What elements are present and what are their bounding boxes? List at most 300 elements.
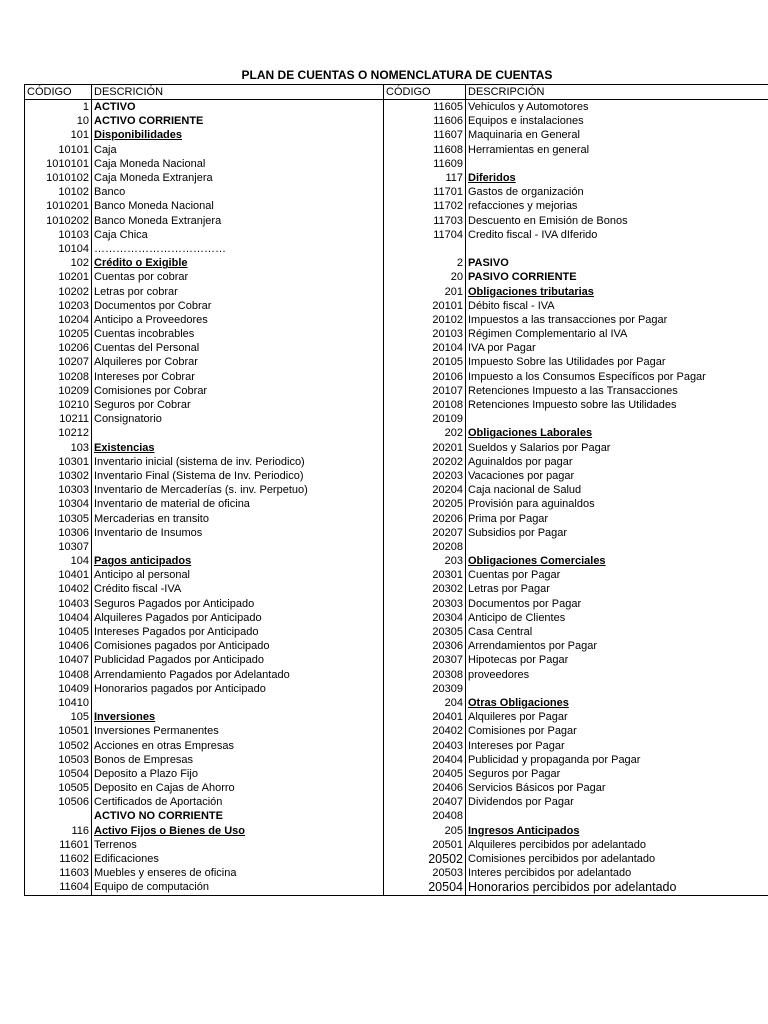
- table-row: [25, 199, 768, 213]
- account-code-left: 10406: [25, 639, 92, 653]
- table-row: [25, 696, 768, 710]
- account-description-text: ACTIVO CORRIENTE: [94, 115, 204, 128]
- account-code-right: 20306: [384, 639, 466, 653]
- account-description-text: Comisiones pagados por Anticipado: [94, 640, 270, 653]
- account-description-text: Credito fiscal - IVA dIferido: [468, 228, 598, 241]
- account-description-text: Seguros por Cobrar: [94, 399, 191, 412]
- account-description-text: Intereses por Cobrar: [94, 370, 195, 383]
- account-code-left: 1010202: [25, 214, 92, 228]
- account-description-right: [466, 767, 768, 781]
- account-code-left: 10402: [25, 582, 92, 596]
- table-row: [25, 455, 768, 469]
- account-code-left: 1010101: [25, 157, 92, 171]
- account-description-right: [466, 724, 768, 738]
- table-row: [25, 270, 768, 284]
- account-description-text: proveedores: [468, 668, 530, 681]
- account-description-left: [92, 653, 384, 667]
- account-code-left: 10506: [25, 795, 92, 809]
- table-row: [25, 114, 768, 128]
- table-row: [25, 809, 768, 823]
- account-description-left: [92, 214, 384, 228]
- account-code-left: 10205: [25, 327, 92, 341]
- account-code-left: 10307: [25, 540, 92, 554]
- account-description-text: Cuentas por Pagar: [468, 569, 561, 582]
- account-description-text: Letras por cobrar: [94, 285, 178, 298]
- account-description-left: [92, 341, 384, 355]
- table-row: [25, 242, 768, 256]
- account-description-text: PASIVO CORRIENTE: [468, 271, 577, 284]
- account-description-text: Intereses por Pagar: [468, 739, 565, 752]
- account-description-text: Débito fiscal - IVA: [468, 299, 555, 312]
- account-description-left: [92, 497, 384, 511]
- account-description-text: Hipotecas por Pagar: [468, 654, 569, 667]
- table-row: [25, 724, 768, 738]
- account-description-right: [466, 370, 768, 384]
- account-description-text: Bonos de Empresas: [94, 753, 194, 766]
- account-description-right: [466, 256, 768, 270]
- account-code-left: 10410: [25, 696, 92, 710]
- account-code-right: 205: [384, 824, 466, 838]
- account-description-text: ACTIVO: [94, 101, 136, 114]
- account-code-left: 10208: [25, 370, 92, 384]
- account-description-text: Edificaciones: [94, 853, 159, 866]
- table-row: [25, 313, 768, 327]
- account-description-text: Crédito o Exigible: [94, 257, 188, 270]
- account-code-left: 10303: [25, 483, 92, 497]
- account-code-right: 20101: [384, 299, 466, 313]
- account-description-text: Interes percibidos por adelantado: [468, 867, 632, 880]
- account-code-right: 11608: [384, 143, 466, 157]
- account-description-right: [466, 299, 768, 313]
- account-code-right: 11704: [384, 228, 466, 242]
- account-description-right: [466, 597, 768, 611]
- account-code-right: 202: [384, 426, 466, 440]
- account-code-right: 11606: [384, 114, 466, 128]
- account-description-right: [466, 100, 768, 115]
- account-code-left: 10209: [25, 384, 92, 398]
- account-description-text: Alquileres por Pagar: [468, 711, 568, 724]
- account-code-right: 20207: [384, 526, 466, 540]
- table-row: [25, 597, 768, 611]
- account-description-left: [92, 753, 384, 767]
- account-description-right: [466, 795, 768, 809]
- account-description-text: Ingresos Anticipados: [468, 824, 580, 837]
- account-code-right: 20108: [384, 398, 466, 412]
- table-row: [25, 653, 768, 667]
- account-description-left: [92, 696, 384, 710]
- table-row: [25, 738, 768, 752]
- account-description-text: Cuentas incobrables: [94, 328, 195, 341]
- account-description-text: Publicidad y propaganda por Pagar: [468, 753, 641, 766]
- account-description-right: [466, 384, 768, 398]
- account-code-left: 10203: [25, 299, 92, 313]
- account-description-left: [92, 866, 384, 880]
- table-row: [25, 824, 768, 838]
- account-description-left: [92, 824, 384, 838]
- table-row: [25, 568, 768, 582]
- account-description-text: Obligaciones tributarias: [468, 285, 594, 298]
- account-description-left: [92, 526, 384, 540]
- account-description-text: Mercaderias en transito: [94, 512, 209, 525]
- account-code-left: 10401: [25, 568, 92, 582]
- account-code-right: 20206: [384, 511, 466, 525]
- account-code-left: 10301: [25, 455, 92, 469]
- account-code-right: 20106: [384, 370, 466, 384]
- table-row: [25, 384, 768, 398]
- table-row: [25, 398, 768, 412]
- account-description-right: [466, 710, 768, 724]
- account-description-text: Sueldos y Salarios por Pagar: [468, 441, 611, 454]
- account-description-left: [92, 611, 384, 625]
- account-code-right: 20308: [384, 668, 466, 682]
- account-code-left: 10502: [25, 738, 92, 752]
- table-row: [25, 341, 768, 355]
- account-description-text: Obligaciones Comerciales: [468, 555, 606, 568]
- account-description-left: [92, 426, 384, 440]
- account-code-right: 20: [384, 270, 466, 284]
- account-description-right: [466, 639, 768, 653]
- account-code-left: 10504: [25, 767, 92, 781]
- table-row: [25, 497, 768, 511]
- account-description-left: [92, 469, 384, 483]
- account-description-text: ACTIVO NO CORRIENTE: [94, 810, 223, 823]
- account-description-left: [92, 781, 384, 795]
- account-description-text: Cuentas del Personal: [94, 342, 200, 355]
- account-description-text: Pagos anticipados: [94, 555, 192, 568]
- account-code-right: 20503: [384, 866, 466, 880]
- account-description-right: [466, 540, 768, 554]
- account-description-text: Banco Moneda Nacional: [94, 200, 214, 213]
- account-code-right: 20105: [384, 355, 466, 369]
- account-description-text: Retenciones Impuesto sobre las Utilidades: [468, 399, 677, 412]
- table-row: [25, 753, 768, 767]
- account-description-text: Régimen Complementario al IVA: [468, 328, 628, 341]
- account-description-right: [466, 313, 768, 327]
- account-description-text: Inventario inicial (sistema de inv. Periodico): [94, 455, 305, 468]
- account-code-right: 20304: [384, 611, 466, 625]
- table-row: [25, 171, 768, 185]
- account-description-text: Casa Central: [468, 626, 533, 639]
- account-code-right: 11609: [384, 157, 466, 171]
- account-description-left: [92, 511, 384, 525]
- account-code-left: 10104: [25, 242, 92, 256]
- account-description-right: [466, 483, 768, 497]
- account-description-left: [92, 128, 384, 142]
- account-description-right: [466, 611, 768, 625]
- account-code-left: 10501: [25, 724, 92, 738]
- account-code-left: 101: [25, 128, 92, 142]
- account-description-text: Disponibilidades: [94, 129, 183, 142]
- account-description-right: [466, 682, 768, 696]
- account-code-right: 20406: [384, 781, 466, 795]
- account-description-text: Subsidios por Pagar: [468, 526, 568, 539]
- account-code-right: 20504: [384, 880, 466, 895]
- accounts-table: [24, 84, 768, 896]
- account-description-text: Deposito a Plazo Fijo: [94, 767, 198, 780]
- account-description-right: [466, 526, 768, 540]
- account-description-text: Arrendamientos por Pagar: [468, 640, 598, 653]
- account-description-right: [466, 738, 768, 752]
- account-code-left: 10408: [25, 668, 92, 682]
- account-description-text: Prima por Pagar: [468, 512, 549, 525]
- account-description-left: [92, 185, 384, 199]
- account-description-right: [466, 199, 768, 213]
- account-code-right: 20401: [384, 710, 466, 724]
- account-code-right: 20402: [384, 724, 466, 738]
- account-description-right: [466, 668, 768, 682]
- table-row: [25, 143, 768, 157]
- account-description-text: Existencias: [94, 441, 155, 454]
- account-description-left: [92, 412, 384, 426]
- account-code-left: 10206: [25, 341, 92, 355]
- account-description-left: [92, 199, 384, 213]
- account-code-right: 11605: [384, 100, 466, 115]
- account-description-right: [466, 625, 768, 639]
- table-row: [25, 469, 768, 483]
- account-code-left: 102: [25, 256, 92, 270]
- account-description-left: [92, 384, 384, 398]
- account-code-right: 20203: [384, 469, 466, 483]
- account-description-left: [92, 880, 384, 895]
- account-description-left: [92, 639, 384, 653]
- account-description-text: Acciones en otras Empresas: [94, 739, 235, 752]
- account-description-text: Honorarios pagados por Anticipado: [94, 682, 266, 695]
- account-description-left: [92, 568, 384, 582]
- account-description-text: Banco Moneda Extranjera: [94, 214, 222, 227]
- account-code-left: 10405: [25, 625, 92, 639]
- account-description-right: [466, 809, 768, 823]
- account-description-right: [466, 114, 768, 128]
- account-description-right: [466, 143, 768, 157]
- account-description-right: [466, 426, 768, 440]
- account-description-text: Obligaciones Laborales: [468, 427, 593, 440]
- header-description-right: DESCRIPCIÓN: [466, 85, 768, 100]
- account-code-right: 20501: [384, 838, 466, 852]
- table-row: [25, 299, 768, 313]
- account-description-left: [92, 540, 384, 554]
- account-description-left: [92, 313, 384, 327]
- account-description-text: Caja Moneda Extranjera: [94, 172, 213, 185]
- account-description-text: Impuesto a los Consumos Específicos por Pagar: [468, 370, 706, 383]
- account-description-right: [466, 469, 768, 483]
- table-row: [25, 284, 768, 298]
- account-description-right: [466, 270, 768, 284]
- table-row: [25, 185, 768, 199]
- account-description-left: [92, 597, 384, 611]
- account-description-text: Publicidad Pagados por Anticipado: [94, 654, 265, 667]
- account-code-right: 20102: [384, 313, 466, 327]
- account-description-text: Vacaciones por pagar: [468, 469, 575, 482]
- table-row: [25, 838, 768, 852]
- account-description-text: Anticipo a Proveedores: [94, 313, 208, 326]
- account-description-left: [92, 327, 384, 341]
- account-code-left: 103: [25, 441, 92, 455]
- account-description-text: Inventario de Insumos: [94, 526, 203, 539]
- account-description-right: [466, 157, 768, 171]
- account-description-text: Deposito en Cajas de Ahorro: [94, 782, 235, 795]
- account-description-text: IVA por Pagar: [468, 342, 536, 355]
- account-code-left: 11603: [25, 866, 92, 880]
- table-row: [25, 214, 768, 228]
- account-code-right: 20202: [384, 455, 466, 469]
- account-code-left: 1010201: [25, 199, 92, 213]
- account-description-text: Equipos e instalaciones: [468, 115, 584, 128]
- account-code-right: 117: [384, 171, 466, 185]
- account-description-text: Anticipo al personal: [94, 569, 191, 582]
- account-description-right: [466, 511, 768, 525]
- account-description-left: [92, 554, 384, 568]
- account-description-text: Cuentas por cobrar: [94, 271, 189, 284]
- account-description-right: [466, 880, 768, 895]
- account-code-right: 11703: [384, 214, 466, 228]
- account-code-left: 10202: [25, 284, 92, 298]
- account-description-right: [466, 838, 768, 852]
- account-description-text: Alquileres por Cobrar: [94, 356, 198, 369]
- account-code-left: 10305: [25, 511, 92, 525]
- account-description-text: Honorarios percibidos por adelantado: [468, 880, 677, 895]
- account-code-left: 10407: [25, 653, 92, 667]
- account-description-right: [466, 341, 768, 355]
- account-description-text: Inventario de material de oficina: [94, 498, 250, 511]
- account-description-left: [92, 795, 384, 809]
- account-description-text: Letras por Pagar: [468, 583, 550, 596]
- account-description-left: [92, 284, 384, 298]
- account-description-text: Comisiones por Cobrar: [94, 384, 208, 397]
- account-description-text: Intereses Pagados por Anticipado: [94, 626, 259, 639]
- account-description-text: Anticipo de Clientes: [468, 611, 566, 624]
- account-code-left: 10503: [25, 753, 92, 767]
- table-row: [25, 426, 768, 440]
- account-description-right: [466, 866, 768, 880]
- account-description-text: Banco: [94, 186, 126, 199]
- account-code-right: 2: [384, 256, 466, 270]
- account-code-right: 20208: [384, 540, 466, 554]
- account-description-right: [466, 824, 768, 838]
- account-code-right: 20307: [384, 653, 466, 667]
- table-row: [25, 526, 768, 540]
- account-description-right: [466, 582, 768, 596]
- account-description-text: Caja nacional de Salud: [468, 484, 582, 497]
- account-code-left: [25, 809, 92, 823]
- account-code-right: 20405: [384, 767, 466, 781]
- account-description-left: [92, 724, 384, 738]
- account-description-left: [92, 270, 384, 284]
- account-code-left: 10: [25, 114, 92, 128]
- account-code-left: 10304: [25, 497, 92, 511]
- account-description-right: [466, 852, 768, 866]
- header-description-left: DESCRICIÓN: [92, 85, 384, 100]
- table-row: [25, 256, 768, 270]
- account-code-right: 20109: [384, 412, 466, 426]
- account-description-text: Inventario de Mercaderías (s. inv. Perpetuo): [94, 484, 308, 497]
- account-code-left: 11601: [25, 838, 92, 852]
- account-code-right: 11607: [384, 128, 466, 142]
- account-code-right: 20205: [384, 497, 466, 511]
- table-row: [25, 668, 768, 682]
- account-code-left: 10103: [25, 228, 92, 242]
- table-row: [25, 554, 768, 568]
- account-code-right: 20303: [384, 597, 466, 611]
- account-description-left: [92, 668, 384, 682]
- account-description-left: [92, 455, 384, 469]
- account-description-right: [466, 242, 768, 256]
- account-code-left: 10409: [25, 682, 92, 696]
- table-row: [25, 511, 768, 525]
- account-code-right: 20201: [384, 441, 466, 455]
- account-code-left: 10212: [25, 426, 92, 440]
- account-code-left: 10403: [25, 597, 92, 611]
- header-code-left: CÓDIGO: [25, 85, 92, 100]
- account-code-right: 11701: [384, 185, 466, 199]
- account-description-text: Impuestos a las transacciones por Pagar: [468, 313, 668, 326]
- table-row: [25, 540, 768, 554]
- table-row: [25, 767, 768, 781]
- account-description-right: [466, 753, 768, 767]
- account-description-text: Comisiones por Pagar: [468, 725, 577, 738]
- account-code-right: 20301: [384, 568, 466, 582]
- account-description-right: [466, 398, 768, 412]
- table-row: [25, 795, 768, 809]
- account-code-right: 20302: [384, 582, 466, 596]
- table-row: [25, 866, 768, 880]
- table-row: [25, 710, 768, 724]
- account-description-text: Retenciones Impuesto a las Transacciones: [468, 384, 678, 397]
- table-header-row: [25, 85, 768, 100]
- table-row: [25, 327, 768, 341]
- account-description-text: Gastos de organización: [468, 186, 584, 199]
- table-row: [25, 157, 768, 171]
- table-row: [25, 100, 768, 115]
- account-description-text: Arrendamiento Pagados por Adelantado: [94, 668, 290, 681]
- account-description-text: Otras Obligaciones: [468, 696, 569, 709]
- account-code-left: 116: [25, 824, 92, 838]
- account-description-text: Documentos por Cobrar: [94, 299, 212, 312]
- account-description-text: Terrenos: [94, 838, 137, 851]
- account-code-right: 20107: [384, 384, 466, 398]
- account-description-right: [466, 653, 768, 667]
- account-description-text: Caja Moneda Nacional: [94, 157, 206, 170]
- account-description-text: Comisiones percibidos por adelantado: [468, 853, 656, 866]
- account-code-right: 20103: [384, 327, 466, 341]
- table-row: [25, 625, 768, 639]
- account-description-right: [466, 284, 768, 298]
- header-code-right: CÓDIGO: [384, 85, 466, 100]
- account-code-right: 20104: [384, 341, 466, 355]
- account-description-text: Consignatorio: [94, 413, 162, 426]
- account-description-text: Impuesto Sobre las Utilidades por Pagar: [468, 356, 666, 369]
- account-description-right: [466, 128, 768, 142]
- account-code-right: 203: [384, 554, 466, 568]
- table-row: [25, 611, 768, 625]
- account-description-text: Seguros por Pagar: [468, 767, 561, 780]
- table-row: [25, 639, 768, 653]
- account-description-text: Caja Chica: [94, 228, 148, 241]
- account-code-left: 10201: [25, 270, 92, 284]
- account-code-right: 20309: [384, 682, 466, 696]
- account-description-text: Maquinaria en General: [468, 129, 580, 142]
- account-description-left: [92, 838, 384, 852]
- account-description-left: [92, 852, 384, 866]
- account-code-right: 20407: [384, 795, 466, 809]
- account-code-left: 10211: [25, 412, 92, 426]
- account-description-left: [92, 370, 384, 384]
- account-description-text: Activo Fijos o Bienes de Uso: [94, 824, 245, 837]
- account-code-left: 10101: [25, 143, 92, 157]
- account-description-left: [92, 710, 384, 724]
- account-description-text: Aguinaldos por pagar: [468, 455, 573, 468]
- account-description-text: PASIVO: [468, 257, 509, 270]
- account-code-left: 10207: [25, 355, 92, 369]
